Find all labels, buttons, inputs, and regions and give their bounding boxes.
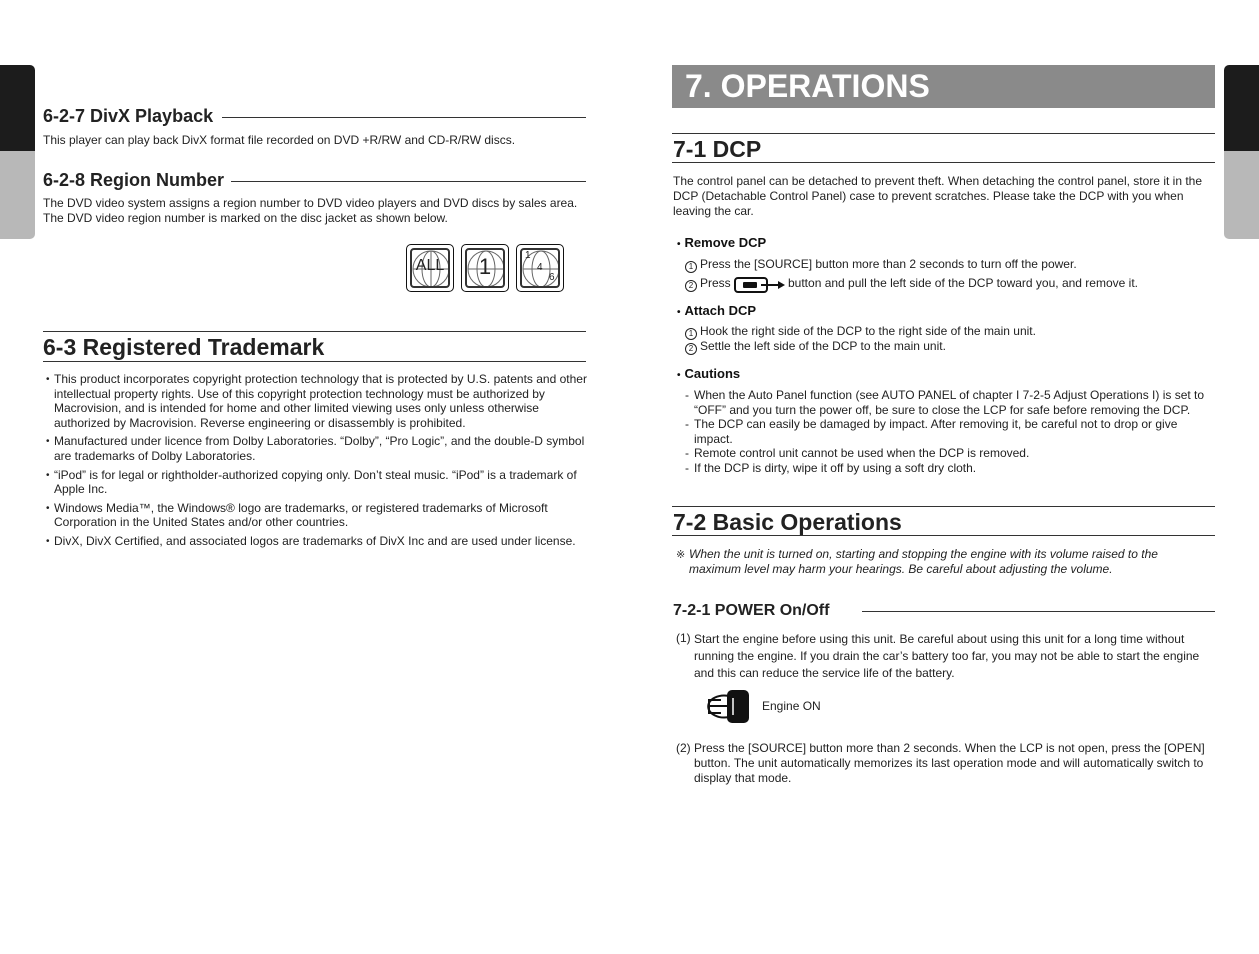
region-all-label: ALL <box>415 257 445 274</box>
cautions-label: Cautions <box>684 366 741 381</box>
power-step-2-num: (2) <box>676 741 691 755</box>
attach-dcp-label: Attach DCP <box>684 303 757 318</box>
cautions-list <box>685 388 1215 476</box>
trademark-top-rule <box>43 331 586 332</box>
trademark-heading: 6-3 Registered Trademark <box>43 334 325 360</box>
region-multi-bottom: 6 <box>549 272 555 283</box>
left-tab-dark <box>0 65 35 151</box>
region-multi-icon <box>516 244 564 292</box>
attach-step-2-text: Settle the left side of the DCP to the main unit. <box>700 339 946 353</box>
dcp-top-rule <box>672 133 1215 134</box>
dcp-bottom-rule <box>672 162 1215 163</box>
release-button-icon <box>734 277 786 293</box>
bullet-dot: • <box>677 307 681 318</box>
caution-item: - When the Auto Panel function (see AUTO PANEL of chapter I 7-2-5 Adjust Operations I) is set to “OFF” and you turn the power off, be sure to close the LCP for safe before removing the DCP. <box>685 388 1215 417</box>
cautions-heading <box>677 366 740 381</box>
right-tab-dark <box>1224 65 1259 151</box>
trademark-item-macrovision: • This product incorporates copyright protection technology that is protected by U.S. patents and other intellectual property rights. Use of this copyright protection technology must be authorized by Macrovision, and is intended for home and other limited viewing uses only unless otherwise authorized by Macrovision. Reverse engineering or disassembly is prohibited. <box>43 372 588 430</box>
step-number: 2 <box>685 280 697 292</box>
note-symbol: ※ <box>676 549 686 561</box>
dcp-heading: 7-1 DCP <box>673 136 762 162</box>
region-multi-mid: 4 <box>537 262 543 273</box>
region-1-label: 1 <box>478 254 492 279</box>
region-text: The DVD video system assigns a region number to DVD video players and DVD discs by sales area. The DVD video region number is marked on the disc jacket as shown below. <box>43 196 578 225</box>
caution-item: - Remote control unit cannot be used when the DCP is removed. <box>685 446 1215 461</box>
power-step-1-num: (1) <box>676 631 691 645</box>
divx-heading-rule <box>222 117 586 118</box>
attach-step-1 <box>685 324 1036 340</box>
region-heading-rule <box>231 181 586 182</box>
bullet-dot: • <box>677 370 681 381</box>
trademark-item-windows: • Windows Media™, the Windows® logo are trademarks, or registered trademarks of Microsoft Corporation in the United States and/or other countries. <box>43 501 588 530</box>
power-heading: 7-2-1 POWER On/Off <box>673 602 830 619</box>
region-heading: 6-2-8 Region Number <box>43 170 225 190</box>
remove-dcp-label: Remove DCP <box>684 235 767 250</box>
trademark-bottom-rule <box>43 361 586 362</box>
trademark-item-divx: • DivX, DivX Certified, and associated logos are trademarks of DivX Inc and are used under license. <box>43 534 588 549</box>
step-number: 1 <box>685 328 697 340</box>
caution-item: - If the DCP is dirty, wipe it off by using a soft dry cloth. <box>685 461 1215 476</box>
trademark-item-ipod: • “iPod” is for legal or rightholder-authorized copying only. Don’t steal music. “iPod” is a trademark of Apple Inc. <box>43 468 588 497</box>
divx-text: This player can play back DivX format file recorded on DVD +R/RW and CD-R/RW discs. <box>43 133 516 147</box>
region-all-icon <box>406 244 454 292</box>
caution-item: - The DCP can easily be damaged by impact. After removing it, be careful not to drop or give impact. <box>685 417 1215 446</box>
engine-on-label: Engine ON <box>762 699 821 713</box>
remove-step-1 <box>685 257 1077 273</box>
trademark-item-dolby: • Manufactured under licence from Dolby Laboratories. “Dolby”, “Pro Logic”, and the double-D symbol are trademarks of Dolby Laboratories. <box>43 434 588 463</box>
engine-key-icon <box>697 689 753 725</box>
basic-note: When the unit is turned on, starting and stopping the engine with its volume raised to the maximum level may harm your hearings. Be careful about adjusting the volume. <box>689 547 1158 576</box>
power-heading-rule <box>862 611 1215 612</box>
remove-step-1-text: Press the [SOURCE] button more than 2 seconds to turn off the power. <box>700 257 1077 271</box>
remove-step-2-text: button and pull the left side of the DCP toward you, and remove it. <box>788 276 1138 290</box>
basic-heading: 7-2 Basic Operations <box>673 509 902 535</box>
step-number: 1 <box>685 261 697 273</box>
attach-step-2 <box>685 339 946 355</box>
attach-dcp-heading <box>677 303 756 318</box>
left-tab-gray <box>0 151 35 239</box>
press-word: Press <box>700 276 731 290</box>
power-step-2: Press the [SOURCE] button more than 2 seconds. When the LCP is not open, press the [OPEN] button. The unit automatically memorizes its last operation mode and will automatically switch to display that mode. <box>694 741 1205 785</box>
divx-heading: 6-2-7 DivX Playback <box>43 106 214 126</box>
region-1-icon <box>461 244 509 292</box>
operations-banner: 7. OPERATIONS <box>672 65 1215 108</box>
basic-bottom-rule <box>672 535 1215 536</box>
remove-dcp-heading <box>677 235 766 250</box>
attach-step-1-text: Hook the right side of the DCP to the right side of the main unit. <box>700 324 1036 338</box>
remove-step-2 <box>685 276 731 292</box>
region-multi-top: 1 <box>525 250 531 261</box>
basic-top-rule <box>672 506 1215 507</box>
step-number: 2 <box>685 343 697 355</box>
trademark-list <box>43 372 588 549</box>
bullet-dot: • <box>677 239 681 250</box>
power-step-1: Start the engine before using this unit. Be careful about using this unit for a long time without running the engine. If you drain the car’s battery too far, you may not be able to start the engine and this can reduce the service life of the battery. <box>694 632 1200 680</box>
right-tab-gray <box>1224 151 1259 239</box>
dcp-text: The control panel can be detached to prevent theft. When detaching the control panel, store it in the DCP (Detachable Control Panel) case to prevent scratches. Please take the DCP with you when leaving the car. <box>673 174 1203 218</box>
